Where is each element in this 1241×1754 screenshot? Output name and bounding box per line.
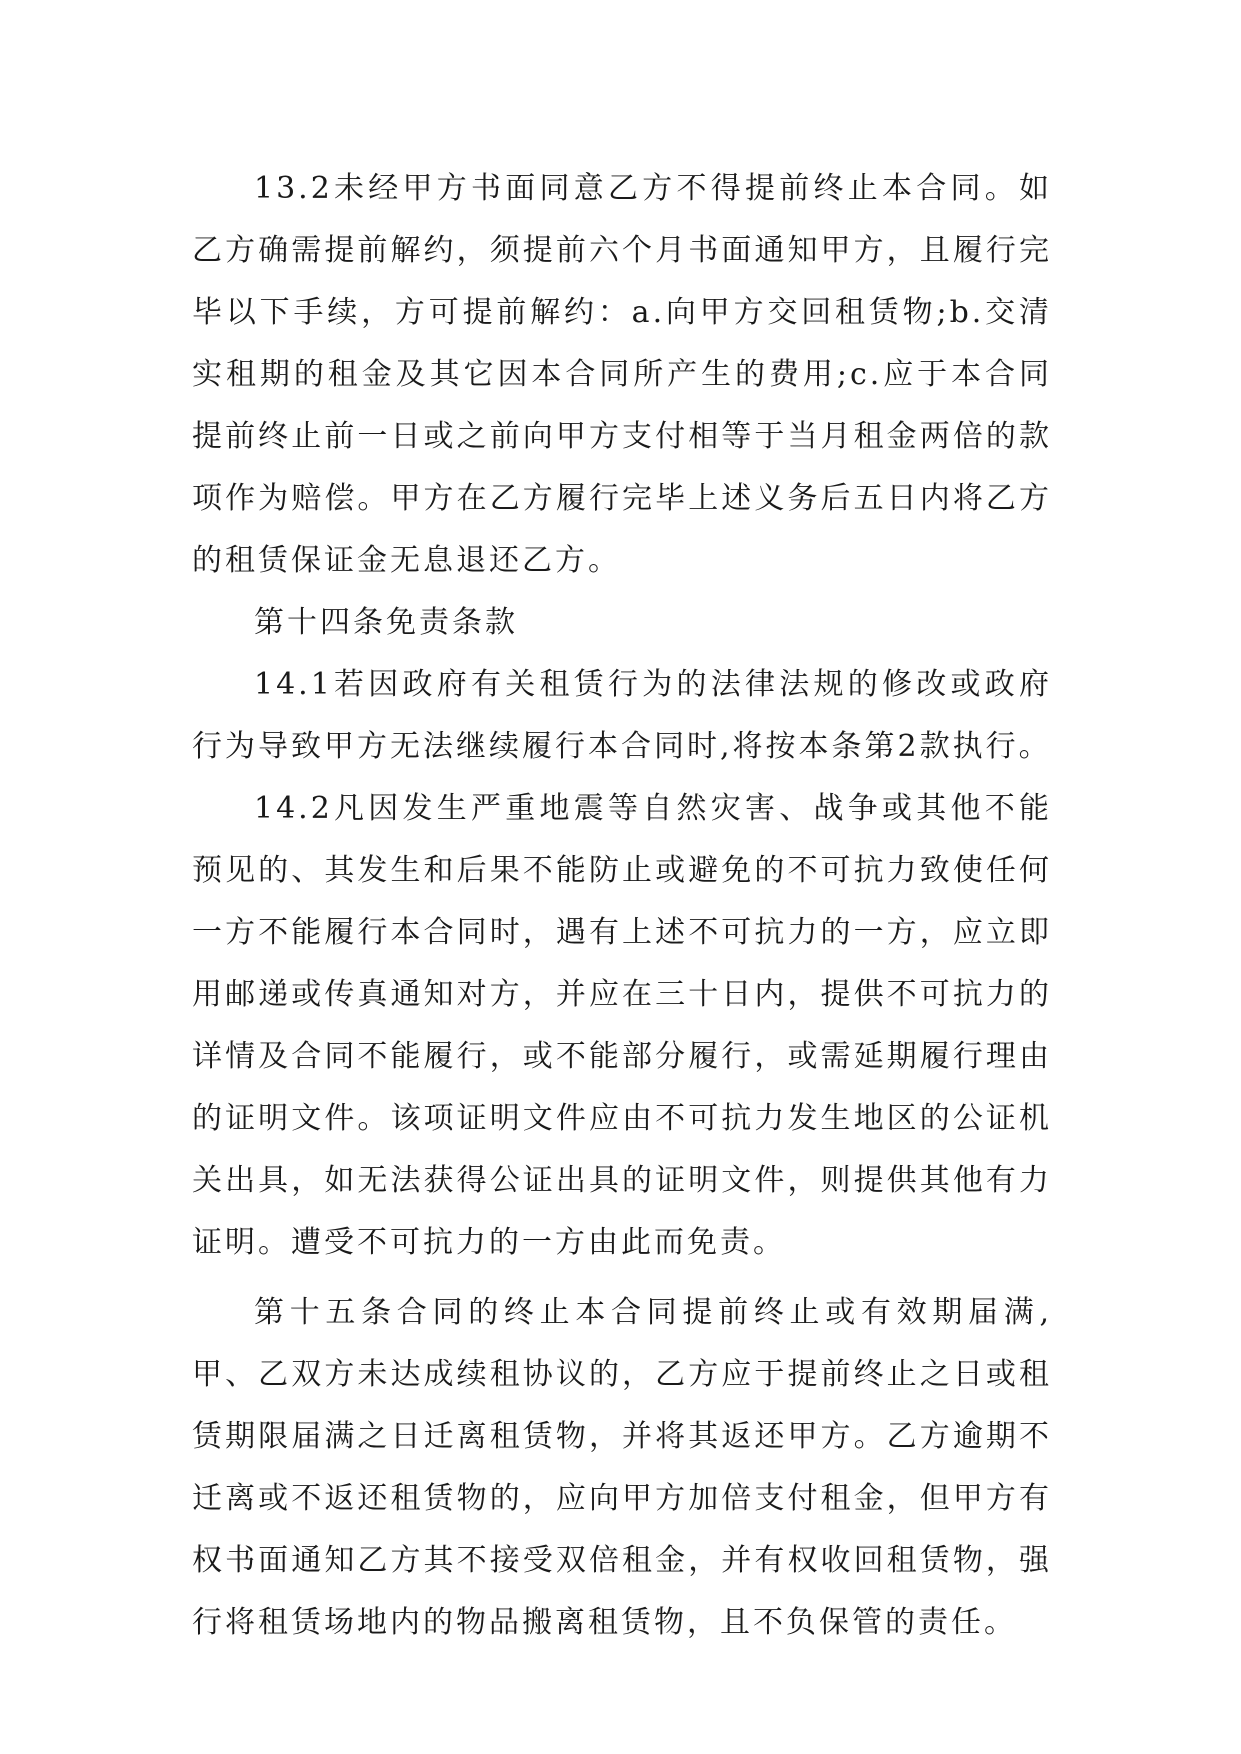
paragraph-14-1: 14.1若因政府有关租赁行为的法律法规的修改或政府行为导致甲方无法继续履行本合同时,将按本条第2款执行。 [192, 667, 1052, 764]
paragraph-article-15: 第十五条合同的终止本合同提前终止或有效期届满,甲、乙双方未达成续租协议的，乙方应于提前终止之日或租赁期限届满之日迁离租赁物，并将其返还甲方。乙方逾期不迁离或不返还租赁物的，应向甲方加倍支付租金，但甲方有权书面通知乙方其不接受双倍租金，并有权收回租赁物，强行将租赁场地内的物品搬离租赁物，且不负保管的责任。 [192, 1295, 1052, 1640]
paragraph-13-2: 13.2未经甲方书面同意乙方不得提前终止本合同。如乙方确需提前解约，须提前六个月书面通知甲方，且履行完毕以下手续，方可提前解约：a.向甲方交回租赁物;b.交清实租期的租金及其它因本合同所产生的费用;c.应于本合同提前终止前一日或之前向甲方支付相等于当月租金两倍的款项作为赔偿。甲方在乙方履行完毕上述义务后五日内将乙方的租赁保证金无息退还乙方。 [192, 171, 1052, 578]
document-body [192, 158, 1052, 1654]
paragraph-14-2: 14.2凡因发生严重地震等自然灾害、战争或其他不能预见的、其发生和后果不能防止或避免的不可抗力致使任何一方不能履行本合同时，遇有上述不可抗力的一方，应立即用邮递或传真通知对方，并应在三十日内，提供不可抗力的详情及合同不能履行，或不能部分履行，或需延期履行理由的证明文件。该项证明文件应由不可抗力发生地区的公证机关出具，如无法获得公证出具的证明文件，则提供其他有力证明。遭受不可抗力的一方由此而免责。 [192, 791, 1052, 1260]
heading-article-14: 第十四条免责条款 [254, 605, 518, 640]
